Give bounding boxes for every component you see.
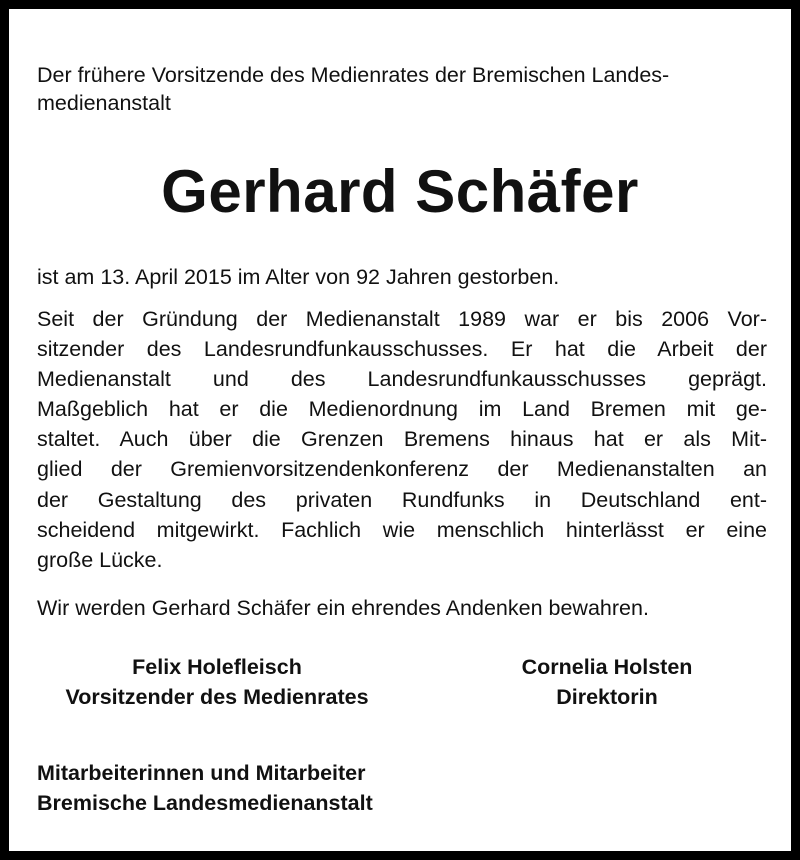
staff-line: Bremische Landesmedienanstalt bbox=[37, 791, 373, 815]
biography-paragraph bbox=[37, 304, 767, 575]
bio-line: Medienanstalt und des Landesrundfunkausschusses geprägt. bbox=[37, 367, 767, 392]
intro-line: Der frühere Vorsitzende des Medienrates der Bremischen Landes- bbox=[37, 63, 670, 87]
signatory-name: Cornelia Holsten bbox=[521, 655, 693, 679]
bio-line: scheidend mitgewirkt. Fachlich wie menschlich hinterlässt er eine bbox=[37, 517, 767, 542]
signatory-name: Felix Holefleisch bbox=[132, 655, 302, 679]
bio-line: glied der Gremienvorsitzendenkonferenz der Medienanstalten an bbox=[37, 457, 767, 482]
intro-line: medienanstalt bbox=[37, 91, 171, 115]
staff-signature bbox=[37, 758, 373, 818]
bio-line: staltet. Auch über die Grenzen Bremens hinaus hat er als Mit- bbox=[37, 427, 767, 452]
signatory-chair bbox=[37, 652, 397, 712]
signatory-role: Vorsitzender des Medienrates bbox=[65, 685, 369, 709]
staff-line: Mitarbeiterinnen und Mitarbeiter bbox=[37, 761, 366, 785]
bio-line: der Gestaltung des privaten Rundfunks in Deutschland ent- bbox=[37, 487, 767, 512]
signatory-director bbox=[457, 652, 757, 712]
bio-line: Maßgeblich hat er die Medienordnung im Land Bremen mit ge- bbox=[37, 397, 767, 422]
deceased-name: Gerhard Schäfer bbox=[161, 158, 639, 225]
intro-text bbox=[37, 61, 777, 117]
bio-line: Seit der Gründung der Medienanstalt 1989 war er bis 2006 Vor- bbox=[37, 307, 767, 331]
bio-line: große Lücke. bbox=[37, 547, 163, 572]
closing-statement: Wir werden Gerhard Schäfer ein ehrendes Andenken bewahren. bbox=[37, 596, 649, 620]
signatory-role: Direktorin bbox=[556, 685, 658, 709]
death-announcement: ist am 13. April 2015 im Alter von 92 Jahren gestorben. bbox=[37, 265, 560, 289]
bio-line: sitzender des Landesrundfunkausschusses. Er hat die Arbeit der bbox=[37, 337, 767, 362]
